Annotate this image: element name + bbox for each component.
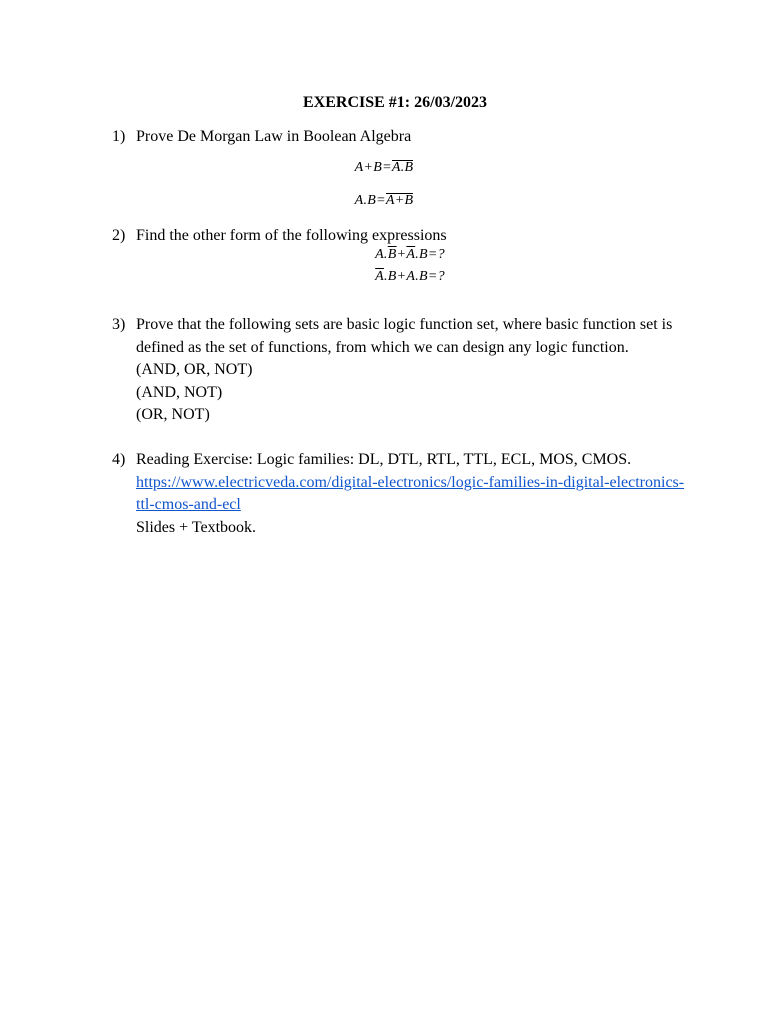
formula-expression-1-part-b: $\overline{B}$ bbox=[387, 247, 397, 262]
formula-expression-1-part-a: A. bbox=[375, 247, 388, 262]
formula-expression-2-part-b: .B+A.B=? bbox=[383, 269, 445, 284]
formula-expression-1 bbox=[26, 247, 768, 263]
formula-de-morgan-1-lhs: A+B= bbox=[354, 160, 392, 175]
question-1-text: Prove De Morgan Law in Boolean Algebra bbox=[136, 128, 412, 145]
logic-set-1: (AND, OR, NOT) bbox=[136, 361, 253, 378]
logic-set-3: (OR, NOT) bbox=[136, 406, 210, 423]
logic-set-2: (AND, NOT) bbox=[136, 383, 223, 401]
question-4-number: 4) bbox=[112, 451, 126, 468]
question-4 bbox=[112, 449, 692, 539]
formula-expression-2 bbox=[26, 269, 768, 285]
formula-expression-1-part-d: $\overline{A}$ bbox=[406, 247, 416, 262]
formula-de-morgan-2-lhs: A.B= bbox=[354, 193, 386, 208]
question-1-number: 1) bbox=[112, 128, 126, 145]
formula-de-morgan-2-rhs: A+B bbox=[385, 193, 414, 208]
question-4-link-wrapper bbox=[136, 472, 692, 517]
reading-link[interactable]: https://www.electricveda.com/digital-electronics/logic-families-in-digital-electronics-ttl-cmos-and-ecl bbox=[136, 473, 685, 513]
formula-expression-1-part-e: .B=? bbox=[415, 247, 445, 262]
formula-expression-1-part-c: + bbox=[396, 247, 407, 262]
question-4-note: Slides + Textbook. bbox=[136, 518, 257, 536]
question-3-number: 3) bbox=[112, 316, 126, 333]
question-2-number: 2) bbox=[112, 227, 126, 244]
question-3-text: Prove that the following sets are basic logic function set, where basic function set is defined as the set of functions, from which we can design any logic function. bbox=[136, 316, 673, 356]
formula-de-morgan-1 bbox=[0, 160, 768, 176]
question-1 bbox=[112, 126, 692, 149]
formula-de-morgan-2 bbox=[0, 193, 768, 209]
question-2-text: Find the other form of the following expressions bbox=[136, 227, 447, 244]
formula-de-morgan-1-rhs: A.B bbox=[391, 160, 414, 175]
question-4-text: Reading Exercise: Logic families: DL, DTL, RTL, TTL, ECL, MOS, CMOS. bbox=[136, 451, 632, 468]
question-3 bbox=[112, 314, 692, 427]
exercise-title: EXERCISE #1: 26/03/2023 bbox=[302, 94, 488, 111]
question-2 bbox=[112, 225, 692, 248]
formula-expression-2-part-a: $\overline{A}$ bbox=[375, 269, 384, 284]
